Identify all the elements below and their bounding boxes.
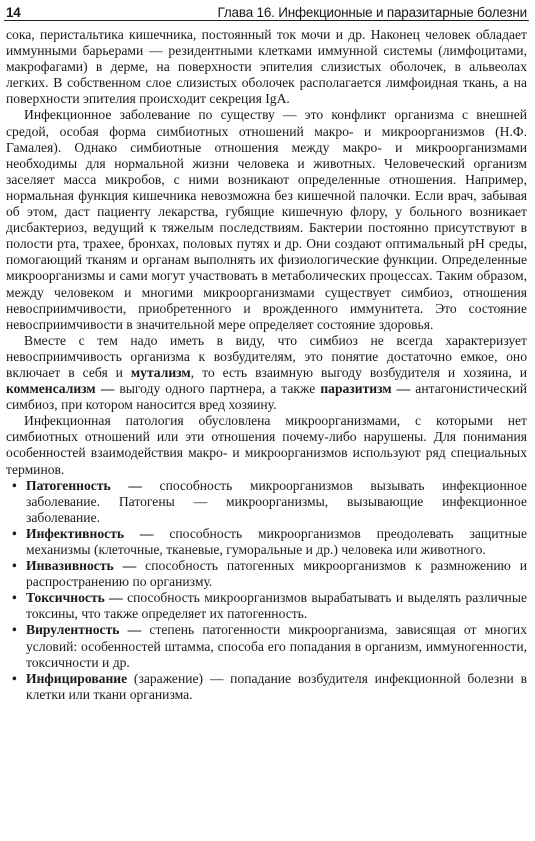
- paragraph: Инфекционная патология обусловлена микроорганизмами, с которыми нет симбиотных отношений или эти отношения почему-либо нарушены. Для понимания особенностей взаимодействия макро- и микроорганизмов используют ряд специальных терминов.: [6, 413, 527, 477]
- term-commensalism: комменсализм —: [6, 381, 115, 397]
- paragraph-text: Вместе с тем надо иметь в виду, что симбиоз не всегда характеризует невосприимчивость организма к возбудителям, это понятие достаточно емкое, оно включает в себя и: [6, 332, 527, 380]
- list-item: [26, 622, 527, 670]
- term-definition: способность патогенных микроорганизмов к размножению и распространению по организму.: [26, 558, 527, 590]
- paragraph: [6, 333, 527, 413]
- list-item: [26, 590, 527, 622]
- term-definition: способность микроорганизмов вырабатывать и выделять различные токсины, что также определяет их патогенность.: [26, 590, 527, 622]
- term-definition: способность микроорганизмов преодолевать защитные механизмы (клеточные, тканевые, гуморальные и др.) человека или животного.: [26, 525, 527, 557]
- term-mutualism: мутализм: [130, 364, 191, 380]
- term-label: Инфицирование: [26, 670, 128, 686]
- term-definition: степень патогенности микроорганизма, зависящая от многих условий: особенностей штамма, способа его попадания в организм, иммуногенности, токсичности и др.: [26, 622, 527, 670]
- list-item: [26, 478, 527, 526]
- term-definition: (заражение) — попадание возбудителя инфекционной болезни в клетки или ткани организма.: [26, 670, 527, 702]
- list-item: [26, 671, 527, 703]
- page-header: [4, 0, 529, 21]
- list-item: [26, 558, 527, 590]
- term-label: Токсичность —: [26, 590, 123, 606]
- paragraph: сока, перистальтика кишечника, постоянный ток мочи и др. Наконец человек обладает иммунными барьерами — резидентными клетками иммунной системы (лимфоцитами, макрофагами) в дерме, на поверхности эпителия слизистых оболочек, в альвеолах легких. В собственном слое слизистых оболочек располагается лимфоидная ткань, а на поверхности эпителия происходит секреция IgA.: [6, 27, 527, 107]
- paragraph-text: антагонистический симбиоз, при котором наносится вред хозяину.: [6, 381, 527, 413]
- term-label: Инвазивность —: [26, 558, 137, 574]
- running-head: Глава 16. Инфекционные и паразитарные болезни: [217, 5, 527, 20]
- paragraph-text: выгоду одного партнера, а также: [114, 381, 321, 397]
- term-parasitism: паразитизм —: [320, 381, 411, 397]
- term-label: Патогенность —: [26, 477, 142, 493]
- paragraph: Инфекционное заболевание по существу — это конфликт организма с внешней средой, особая форма симбиотных отношений макро- и микроорганизмов (Н.Ф. Гамалея). Однако симбиотные отношения между макро- и микроорганизмами необходимы для нормальной жизни человека и животных. Человеческий организм заселяет масса микробов, с ними возникают определенные отношения. Например, нормальная функция кишечника невозможна без кишечной палочки. Если врач, забывая об этом, даст пациенту лекарства, губящие кишечную флору, у больного возникает дисбактериоз, ведущий к тяжелым последствиям. Бактерии постоянно присутствуют в полости рта, трахее, бронхах, половых путях и др. Они создают оптимальный pH среды, помогающий тканям и органам выполнять их физиологические функции. Определенные микроорганизмы и сами могут участвовать в метаболических процессах. Таким образом, между человеком и многими микроорганизмами существует симбиоз, отношения невосприимчивости, приобретенного и врожденного иммунитета. Это состояние невосприимчивости в значительной мере определяет состояние здоровья.: [6, 107, 527, 332]
- term-definition: способность микроорганизмов вызывать инфекционное заболевание. Патогены — микроорганизмы, вызывающие инфекционное заболевание.: [26, 477, 527, 525]
- term-label: Инфективность —: [26, 525, 154, 541]
- term-label: Вирулентность —: [26, 622, 142, 638]
- terms-list: [6, 478, 527, 703]
- page-number: 14: [6, 5, 21, 20]
- list-item: [26, 526, 527, 558]
- page-body: [4, 21, 529, 703]
- paragraph-text: , то есть взаимную выгоду возбудителя и хозяина, и: [190, 364, 527, 380]
